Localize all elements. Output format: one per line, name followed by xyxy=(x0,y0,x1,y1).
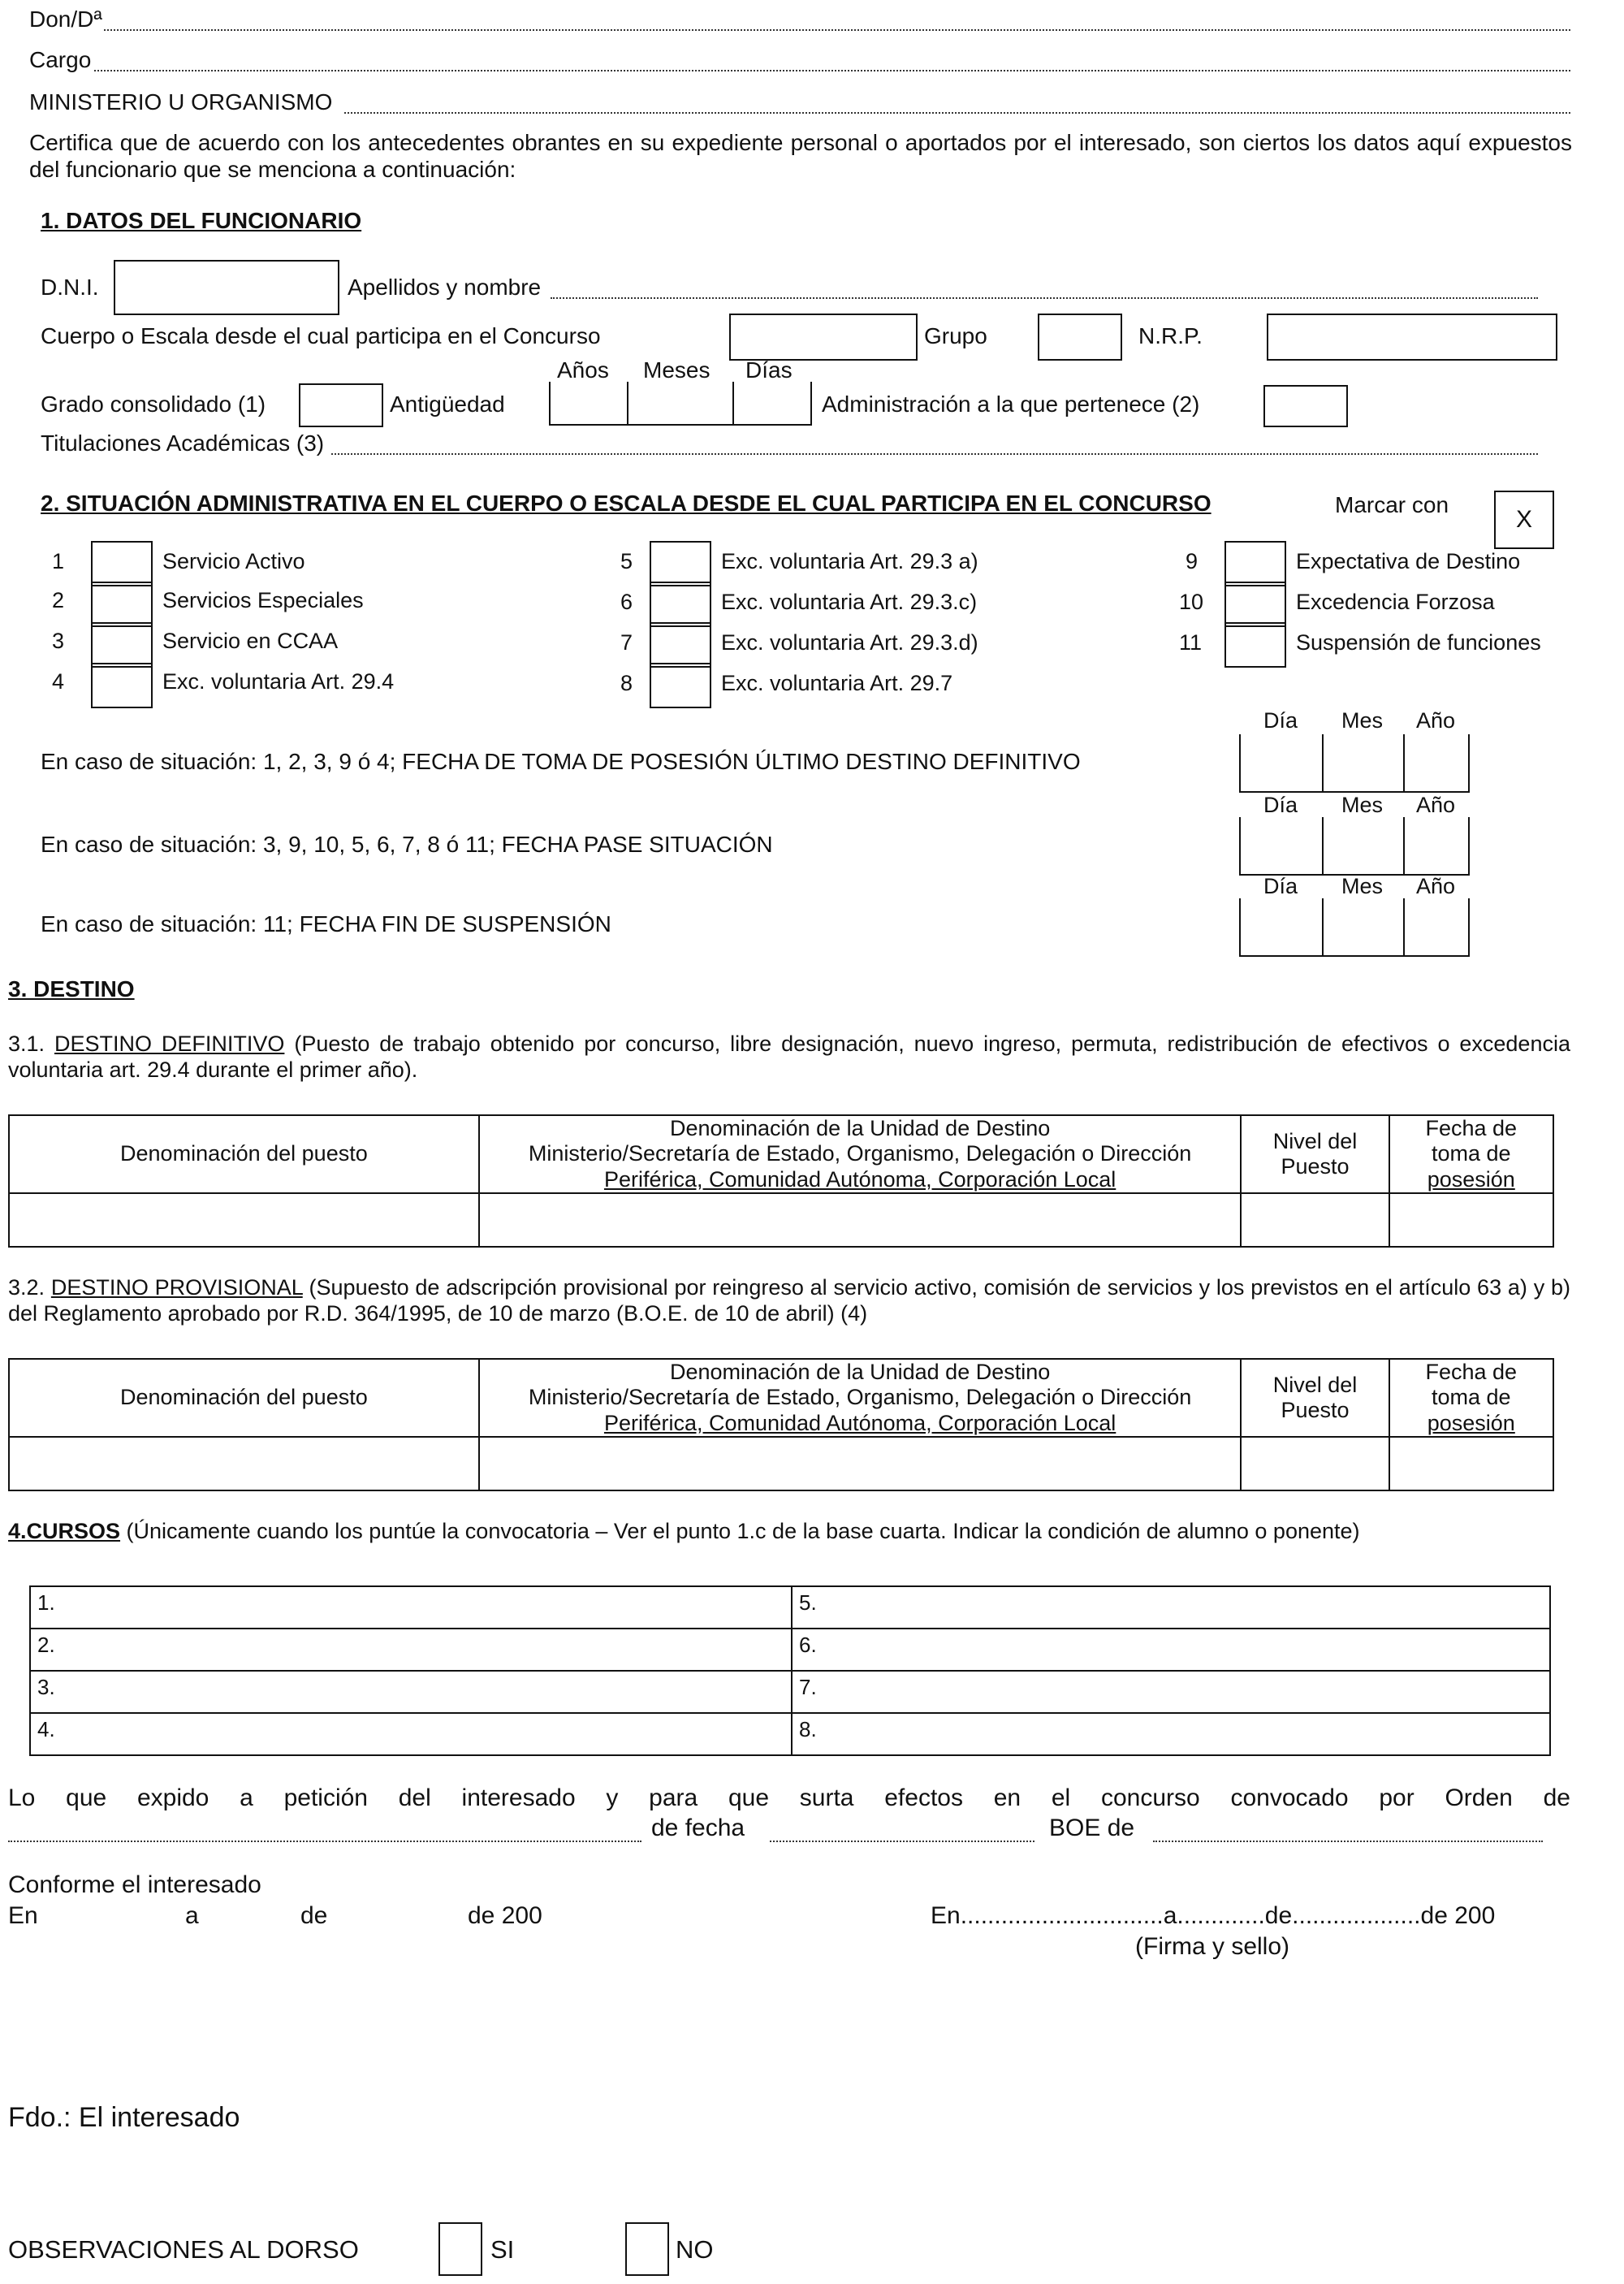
col-header: Nivel del Puesto xyxy=(1241,1359,1389,1437)
observaciones-no-checkbox[interactable] xyxy=(625,2222,669,2276)
boe-field[interactable] xyxy=(1153,1841,1543,1842)
anos-header: Años xyxy=(557,357,609,383)
date-header-mes: Mes xyxy=(1341,793,1384,817)
certifica-text: Certifica que de acuerdo con los antecedentes obrantes en su expediente personal o aportados por el interesado, son ciertos los datos aquí expuestos del funcionario que se menciona a continuación: xyxy=(29,130,1572,182)
checkbox-exc-29-7[interactable] xyxy=(650,663,711,708)
option-number: 8 xyxy=(620,671,633,695)
caso3-label: En caso de situación: 11; FECHA FIN DE SUSPENSIÓN xyxy=(41,911,611,937)
checkbox-exc-29-3a[interactable] xyxy=(650,541,711,586)
date-header-dia: Día xyxy=(1263,793,1298,817)
table-cell[interactable] xyxy=(9,1437,479,1490)
curso-cell[interactable]: 3. xyxy=(30,1671,792,1713)
table-cell[interactable] xyxy=(479,1437,1242,1490)
ministerio-label: MINISTERIO U ORGANISMO xyxy=(29,89,333,115)
de200-label: de 200 xyxy=(468,1902,542,1929)
date-header-ano: Año xyxy=(1416,793,1456,817)
option-number: 2 xyxy=(52,588,65,612)
option-number: 10 xyxy=(1179,590,1204,614)
table-cell[interactable] xyxy=(1241,1437,1389,1490)
option-label: Exc. voluntaria Art. 29.4 xyxy=(162,669,395,694)
titulaciones-field[interactable] xyxy=(331,453,1538,455)
dni-input[interactable] xyxy=(114,260,339,315)
destino-provisional-table xyxy=(8,1358,1554,1491)
option-label: Exc. voluntaria Art. 29.3 a) xyxy=(721,549,978,573)
fdo-label: Fdo.: El interesado xyxy=(8,2102,240,2133)
destino-provisional-text: 3.2. DESTINO PROVISIONAL (Supuesto de adscripción provisional por reingreso al servicio activo, comisión de servicios y los previstos en el artículo 63 a) y b) del Reglamento aprobado por R.D. 364/1995, de 10 de marzo (B.O.E. de 10 de abril) (4) xyxy=(8,1275,1570,1326)
option-label: Expectativa de Destino xyxy=(1296,549,1521,573)
antiguedad-label: Antigüedad xyxy=(390,391,505,417)
curso-cell[interactable]: 5. xyxy=(792,1586,1550,1629)
col-header: Denominación del puesto xyxy=(9,1115,479,1193)
don-field[interactable] xyxy=(104,29,1570,31)
cargo-field[interactable] xyxy=(94,70,1570,71)
cursos-table xyxy=(29,1585,1551,1756)
a-label: a xyxy=(185,1902,199,1929)
option-number: 3 xyxy=(52,629,65,653)
observaciones-label: OBSERVACIONES AL DORSO xyxy=(8,2235,359,2264)
curso-cell[interactable]: 7. xyxy=(792,1671,1550,1713)
grupo-label: Grupo xyxy=(924,323,987,348)
apellidos-field[interactable] xyxy=(551,297,1538,299)
apellidos-label: Apellidos y nombre xyxy=(348,275,542,300)
checkbox-excedencia-forzosa[interactable] xyxy=(1224,582,1286,627)
option-label: Servicio Activo xyxy=(162,549,305,573)
section4-heading: 4.CURSOS (Únicamente cuando los puntúe la convocatoria – Ver el punto 1.c de la base cuarta. Indicar la condición de alumno o ponente) xyxy=(8,1519,1360,1543)
date-header-ano: Año xyxy=(1416,874,1456,898)
conforme-label: Conforme el interesado xyxy=(8,1871,261,1898)
option-number: 6 xyxy=(620,590,633,614)
table-cell[interactable] xyxy=(479,1193,1242,1247)
don-label: Don/Dª xyxy=(29,6,102,32)
curso-cell[interactable]: 4. xyxy=(30,1713,792,1755)
firma-sello-label: (Firma y sello) xyxy=(1135,1933,1290,1960)
orden-field[interactable] xyxy=(8,1841,641,1842)
option-number: 11 xyxy=(1179,630,1203,655)
option-label: Exc. voluntaria Art. 29.7 xyxy=(721,671,953,695)
meses-header: Meses xyxy=(643,357,710,383)
table-cell[interactable] xyxy=(9,1193,479,1247)
section2-title: 2. SITUACIÓN ADMINISTRATIVA EN EL CUERPO O ESCALA DESDE EL CUAL PARTICIPA EN EL CONCURSO xyxy=(41,491,1212,516)
curso-cell[interactable]: 1. xyxy=(30,1586,792,1629)
si-label: SI xyxy=(490,2235,515,2264)
checkbox-suspension-funciones[interactable] xyxy=(1224,622,1286,668)
checkbox-servicio-ccaa[interactable] xyxy=(91,622,153,668)
option-number: 1 xyxy=(52,549,65,573)
curso-cell[interactable]: 2. xyxy=(30,1629,792,1671)
no-label: NO xyxy=(676,2235,714,2264)
de-fecha-label: de fecha xyxy=(651,1815,745,1841)
option-label: Suspensión de funciones xyxy=(1296,630,1541,655)
caso2-label: En caso de situación: 3, 9, 10, 5, 6, 7, 8 ó 11; FECHA PASE SITUACIÓN xyxy=(41,832,773,857)
table-cell[interactable] xyxy=(1241,1193,1389,1247)
grado-input[interactable] xyxy=(299,383,383,427)
option-number: 7 xyxy=(620,630,633,655)
lugar-fecha-firma: En..............................a.............de...................de 200 xyxy=(931,1902,1496,1929)
col-header: Denominación de la Unidad de Destino Ministerio/Secretaría de Estado, Organismo, Delegación o Dirección Periférica, Comunidad Autónoma, Corporación Local xyxy=(479,1359,1242,1437)
cargo-label: Cargo xyxy=(29,47,92,72)
de-label: de xyxy=(300,1902,328,1929)
destino-definitivo-text: 3.1. DESTINO DEFINITIVO (Puesto de trabajo obtenido por concurso, libre designación, nuevo ingreso, permuta, redistribución de efectivos o excedencia voluntaria art. 29.4 durante el primer año). xyxy=(8,1032,1570,1082)
table-cell[interactable] xyxy=(1389,1193,1554,1247)
cuerpo-label: Cuerpo o Escala desde el cual participa en el Concurso xyxy=(41,323,601,348)
date-header-mes: Mes xyxy=(1341,708,1384,733)
option-label: Exc. voluntaria Art. 29.3.d) xyxy=(721,630,978,655)
checkbox-servicios-especiales[interactable] xyxy=(91,582,153,627)
curso-cell[interactable]: 6. xyxy=(792,1629,1550,1671)
col-header: Fecha de toma de posesión xyxy=(1389,1115,1554,1193)
marcar-label: Marcar con xyxy=(1335,492,1449,517)
boe-label: BOE de xyxy=(1049,1815,1135,1841)
date-header-dia: Día xyxy=(1263,708,1298,733)
section1-title: 1. DATOS DEL FUNCIONARIO xyxy=(41,208,362,233)
col-header: Fecha de toma de posesión xyxy=(1389,1359,1554,1437)
col-header: Denominación del puesto xyxy=(9,1359,479,1437)
checkbox-exc-29-3d[interactable] xyxy=(650,622,711,668)
caso1-label: En caso de situación: 1, 2, 3, 9 ó 4; FECHA DE TOMA DE POSESIÓN ÚLTIMO DESTINO DEFINITIVO xyxy=(41,749,1081,774)
date-header-dia: Día xyxy=(1263,874,1298,898)
grupo-input[interactable] xyxy=(1038,314,1122,361)
dias-header: Días xyxy=(745,357,793,383)
date-header-mes: Mes xyxy=(1341,874,1384,898)
option-label: Servicios Especiales xyxy=(162,588,364,612)
col-header: Nivel del Puesto xyxy=(1241,1115,1389,1193)
nrp-label: N.R.P. xyxy=(1138,323,1203,348)
expido-text: Lo que expido a petición del interesado y para que surta efectos en el concurso convocado por Orden de xyxy=(8,1784,1570,1811)
ministerio-field[interactable] xyxy=(344,112,1570,114)
dni-label: D.N.I. xyxy=(41,275,99,300)
option-number: 4 xyxy=(52,669,65,694)
cuerpo-input[interactable] xyxy=(729,314,918,361)
option-label: Servicio en CCAA xyxy=(162,629,339,653)
en-label: En xyxy=(8,1902,38,1929)
grado-label: Grado consolidado (1) xyxy=(41,391,266,417)
titulaciones-label: Titulaciones Académicas (3) xyxy=(41,430,325,456)
option-number: 9 xyxy=(1186,549,1199,573)
curso-cell[interactable]: 8. xyxy=(792,1713,1550,1755)
col-header: Denominación de la Unidad de Destino Ministerio/Secretaría de Estado, Organismo, Delegación o Dirección Periférica, Comunidad Autónoma, Corporación Local xyxy=(479,1115,1242,1193)
observaciones-si-checkbox[interactable] xyxy=(438,2222,482,2276)
checkbox-expectativa-destino[interactable] xyxy=(1224,541,1286,586)
table-cell[interactable] xyxy=(1389,1437,1554,1490)
destino-definitivo-table xyxy=(8,1114,1554,1248)
option-label: Excedencia Forzosa xyxy=(1296,590,1495,614)
section3-title: 3. DESTINO xyxy=(8,976,135,1001)
administracion-input[interactable] xyxy=(1263,385,1348,427)
checkbox-servicio-activo[interactable] xyxy=(91,541,153,586)
checkbox-exc-29-3c[interactable] xyxy=(650,582,711,627)
mark-example: X xyxy=(1494,491,1554,549)
date-header-ano: Año xyxy=(1416,708,1456,733)
nrp-input[interactable] xyxy=(1267,314,1557,361)
fecha-field[interactable] xyxy=(770,1841,1034,1842)
option-number: 5 xyxy=(620,549,633,573)
option-label: Exc. voluntaria Art. 29.3.c) xyxy=(721,590,978,614)
administracion-label: Administración a la que pertenece (2) xyxy=(822,391,1200,417)
checkbox-exc-29-4[interactable] xyxy=(91,663,153,708)
